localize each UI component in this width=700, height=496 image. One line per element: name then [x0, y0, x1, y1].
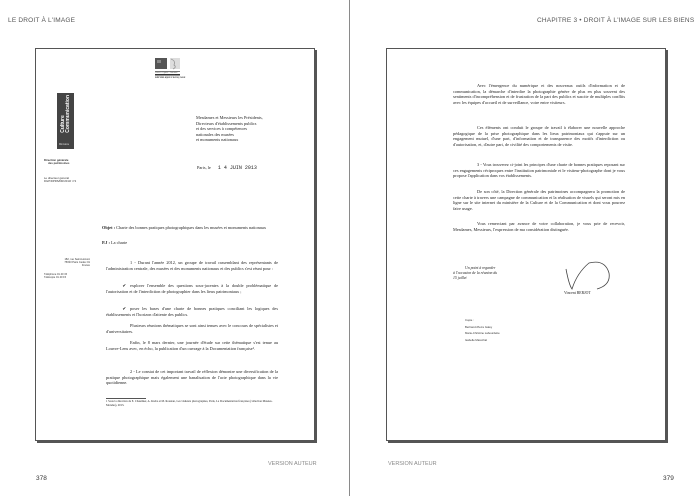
handwritten-line: à l'occasion de la réunion du	[453, 271, 498, 275]
bullet-text: poser les bases d'une charte de bonnes pratiques conciliant les logiques des établissements et l'horizon d'attente des publics.	[106, 306, 278, 317]
page-number: 378	[36, 475, 47, 482]
paragraph	[453, 162, 625, 179]
paragraph-text: Plusieurs réunions thématiques se sont ainsi tenues avec le concours de spécialistes et d'universitaires.	[106, 323, 278, 334]
recipient-line: et monuments nationaux	[196, 137, 239, 142]
paragraph	[453, 221, 625, 232]
reference-line: Le directeur général	[44, 176, 69, 180]
paragraph	[106, 260, 278, 271]
paragraph-text: 2 - Le constat de cet important travail de réflexion démontre une diversification de la pratique photographique mais également une banalisation de l'acte photographique dans la vie quotidienne.	[106, 369, 278, 386]
paragraph-text: De son côté, la Direction générale des patrimoines accompagnera la promotion de cette charte à travers une campagne de communication et la réalisation de visuels qui seront mis en ligne sur le site internet du ministère de la Culture et de la Communication et dont vous pourrez faire usage.	[453, 189, 625, 211]
copy-label: Copie :	[465, 318, 474, 322]
date-stamp: 1 4 JUIN 2013	[217, 165, 257, 171]
paragraph-text: Enfin, le 8 mars dernier, une journée d'étude sur cette thématique s'est tenue au Louvre-Lens avec, en écho, la publication d'un ouvrage à la Documentation française¹.	[106, 340, 278, 351]
recipient-line: Mesdames et Messieurs les Présidents,	[196, 115, 263, 120]
running-head: LE DROIT À L'IMAGE	[8, 17, 76, 24]
ministry-culture: Culture	[60, 115, 66, 133]
paragraph-text: Ces éléments ont conduit le groupe de travail à élaborer une nouvelle approche pédagogique de la prise photographique dans les lieux patrimoniaux qui s'appuie sur un engagement mutuel, d'une part, d'information et de transparence des motifs d'interdiction ou d'autorisation, et, d'autre part, de civilité des comportements de visite.	[453, 125, 625, 147]
recipient-line: Directeurs d'établissements publics	[196, 120, 257, 126]
copy-recipient: Bertrand-Pierre Galey	[465, 324, 493, 329]
copy-recipient: Marie-Christine Labourdette	[465, 331, 500, 336]
paragraph-text: 3 - Vous trouverez ci-joint les principes d'une charte de bonnes pratiques reposant sur ces engagements réciproques entre l'institution patrimoniale et le visiteur-photographe dont je vous propose l'application dans vos établissements.	[453, 162, 625, 179]
direction-block	[44, 159, 69, 166]
address-block	[44, 258, 90, 268]
date-line	[197, 165, 257, 171]
paragraph	[106, 369, 278, 386]
address-line: France	[81, 264, 90, 268]
handwritten-note	[453, 266, 497, 281]
footer-version: VERSION AUTEUR	[388, 461, 437, 467]
footnote: 1 Sous la direction de E. Chaumier, A. Krebs et M. Roustan, Les visiteurs photographes, Paris, La Documentation française (collection Musées-Mondes), 2013.	[106, 399, 273, 407]
paragraph	[453, 189, 625, 211]
checkmark-icon: ✔	[122, 306, 126, 311]
recipient-line: nationales des musées	[196, 131, 234, 137]
pj-label: P.J :	[102, 240, 110, 245]
pj-text: La charte	[111, 240, 128, 245]
checkmark-icon: ✔	[122, 283, 126, 288]
paragraph	[453, 125, 625, 147]
paragraph-text: 1 - Durant l'année 2012, un groupe de travail rassemblant des représentants de l'administration centrale, des musées et des monuments nationaux et des publics s'est réuni pour :	[106, 260, 278, 271]
handwritten-line: Un point à regarder	[465, 266, 496, 270]
object-label: Objet :	[102, 225, 116, 230]
phone-line: Téléphone 01 40 15	[44, 273, 68, 276]
running-head: CHAPITRE 3 • DROIT À L'IMAGE SUR LES BIENS	[537, 17, 695, 24]
bullet-item	[106, 306, 278, 317]
paragraph-text: Vous remerciant par avance de votre collaboration, je vous prie de recevoir, Mesdames, Messieurs, l'expression de ma considération distinguée.	[453, 221, 625, 232]
object-line	[102, 225, 278, 231]
signature-icon	[563, 259, 613, 293]
phone-line: Télécopie 01 40 15	[44, 276, 67, 280]
letter-sheet	[386, 48, 666, 441]
paragraph-text: Avec l'émergence du numérique et des nouveaux outils d'information et de communication, la démarche d'interdire la photographie génère de plus en plus souvent des sentiments d'incompréhension et de frustration de la part des publics et suscite de multiples conflits avec les équipes d'accueil et de surveillance, voire entre visiteurs.	[453, 83, 625, 105]
date-prefix: Paris, le	[197, 165, 211, 170]
signatory-name: Vincent BERJOT	[564, 291, 591, 295]
direction-line: Direction générale	[44, 158, 69, 162]
ministry-communication: Communication	[65, 95, 71, 133]
recipients-block	[196, 115, 263, 143]
page-number: 379	[663, 475, 674, 482]
ministry-label: Ministère	[59, 143, 70, 146]
recipient-line: et des services à compétences	[196, 126, 248, 131]
direction-line: des patrimoines	[48, 161, 70, 166]
pj-line	[102, 240, 278, 246]
object-text: Charte des bonnes pratiques photographiques dans les musées et monuments nationaux	[116, 225, 266, 230]
reference-block	[44, 177, 76, 184]
bullet-item	[106, 283, 278, 294]
paragraph	[106, 323, 278, 334]
republic-motto: Liberté • Égalité • Fraternité	[155, 72, 178, 74]
paragraph	[106, 340, 278, 351]
bullet-text: explorer l'ensemble des questions sous-jacentes à la double problématique de l'autorisation et de l'interdiction de photographier dans les lieux patrimoniaux ;	[106, 283, 278, 294]
copy-recipient: Isabelle Maréchal	[465, 337, 487, 342]
ministry-logo	[57, 93, 74, 149]
phone-block	[44, 273, 67, 279]
letter-sheet	[35, 48, 315, 441]
paragraph	[453, 83, 625, 105]
address-line: 75033 Paris Cedex 01	[64, 261, 90, 265]
footer-version: VERSION AUTEUR	[268, 461, 317, 467]
handwritten-line: 15 juillet	[453, 276, 467, 280]
republic-caption: RÉPUBLIQUE FRANÇAISE	[155, 76, 186, 79]
copies-block	[465, 317, 500, 343]
reference-line: DGP/DPRS/DR/2013/ n°2	[44, 179, 77, 184]
address-line: 182, rue Saint-Honoré	[64, 258, 90, 261]
